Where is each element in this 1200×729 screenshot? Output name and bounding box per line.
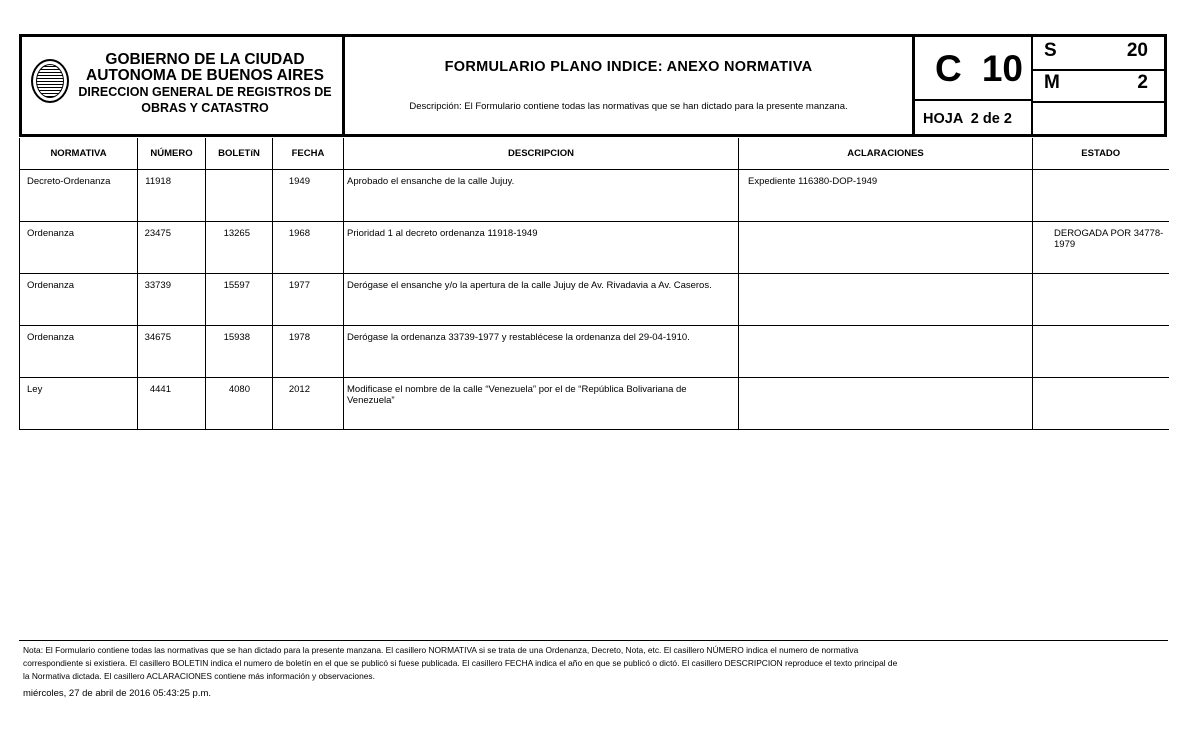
cell-boletin: 15938 [206,325,273,377]
cell-aclaraciones [739,273,1033,325]
cell-aclaraciones [739,377,1033,429]
cell-aclaraciones [739,221,1033,273]
cell-descripcion: Derógase el ensanche y/o la apertura de la calle Jujuy de Av. Rivadavia a Av. Caseros. [344,273,739,325]
cell-fecha: 2012 [273,377,344,429]
cell-boletin [206,169,273,221]
cell-normativa: Ordenanza [20,325,138,377]
cell-fecha: 1968 [273,221,344,273]
column-header-aclaraciones: ACLARACIONES [739,138,1033,169]
cell-estado [1033,377,1169,429]
table-row [20,221,1169,273]
gov-line-1: GOBIERNO DE LA CIUDAD [105,51,305,68]
cell-normativa: Ley [20,377,138,429]
cell-fecha: 1977 [273,273,344,325]
table-row [20,377,1169,429]
cell-boletin: 13265 [206,221,273,273]
cell-numero: 23475 [138,221,206,273]
footer-note: Nota: El Formulario contiene todas las normativas que se han dictado para la presente manzana. El casillero NORMATIVA si se trata de una Ordenanza, Decreto, Nota, etc. El casillero NÚMERO indica el numero de normativa correspondiente si existiera. El casillero BOLETIN indica el numero de boletín en el que se publicó si fuese publicada. El casillero FECHA indica el año en que se publicó o dictó. El casillero DESCRIPCION reproduce el texto principal de la Normativa dictada. El casillero ACLARACIONES contiene más información y observaciones. [23,645,898,681]
column-header-fecha: FECHA [273,138,344,169]
section-row [1033,37,1164,71]
manzana-row [1033,69,1164,103]
table-row [20,169,1169,221]
table-header-row [20,138,1169,169]
print-timestamp: miércoles, 27 de abril de 2016 05:43:25 p.m. [23,688,212,699]
cell-descripcion: Derógase la ordenanza 33739-1977 y restablécese la ordenanza del 29-04-1910. [344,325,739,377]
section-label: S [1044,40,1057,61]
table-row [20,273,1169,325]
manzana-value: 2 [1137,72,1148,93]
government-name [74,52,336,116]
cell-descripcion: Prioridad 1 al decreto ordenanza 11918-1949 [344,221,739,273]
government-block [22,37,345,134]
cell-fecha: 1978 [273,325,344,377]
cell-boletin: 15597 [206,273,273,325]
cell-estado [1033,325,1169,377]
manzana-label: M [1044,72,1060,93]
column-header-numero: NÚMERO [138,138,206,169]
form-description: Descripción: El Formulario contiene todas las normativas que se han dictado para la presente manzana. [409,101,848,112]
column-header-descripcion: DESCRIPCION [344,138,739,169]
column-header-boletin: BOLETíN [206,138,273,169]
cell-descripcion: Aprobado el ensanche de la calle Jujuy. [344,169,739,221]
circunscripcion-code [915,37,1031,101]
form-title-block [345,37,915,134]
cell-fecha: 1949 [273,169,344,221]
cell-normativa: Decreto-Ordenanza [20,169,138,221]
footer-divider [19,640,1168,641]
section-value: 20 [1126,40,1148,61]
column-header-normativa: NORMATIVA [20,138,138,169]
column-header-estado: ESTADO [1033,138,1169,169]
code-number: 10 [981,48,1023,89]
cell-numero: 11918 [138,169,206,221]
cell-estado [1033,273,1169,325]
sheet-indicator [893,101,1149,137]
gov-line-2: AUTONOMA DE BUENOS AIRES [86,67,324,84]
cell-estado: DEROGADA POR 34778-1979 [1033,221,1169,273]
cell-boletin: 4080 [206,377,273,429]
city-seal-icon [31,59,69,103]
cell-numero: 34675 [138,325,206,377]
form-title: FORMULARIO PLANO INDICE: ANEXO NORMATIVA [444,59,813,75]
cell-normativa: Ordenanza [20,221,138,273]
cell-aclaraciones: Expediente 116380-DOP-1949 [739,169,1033,221]
cell-estado [1033,169,1169,221]
sheet-label: HOJA [923,111,963,127]
sheet-value: 2 de 2 [970,111,1012,127]
normativa-table [19,138,1169,430]
cell-numero: 33739 [138,273,206,325]
gov-line-3: DIRECCION GENERAL DE REGISTROS DE [78,85,332,99]
form-header [19,34,1167,137]
table-row [20,325,1169,377]
cell-aclaraciones [739,325,1033,377]
code-letter: C [935,48,962,89]
cell-normativa: Ordenanza [20,273,138,325]
cell-descripcion: Modificase el nombre de la calle “Venezuela” por el de “República Bolivariana de Venezuela” [344,377,739,429]
cell-numero: 4441 [138,377,206,429]
gov-line-4: OBRAS Y CATASTRO [141,101,269,115]
